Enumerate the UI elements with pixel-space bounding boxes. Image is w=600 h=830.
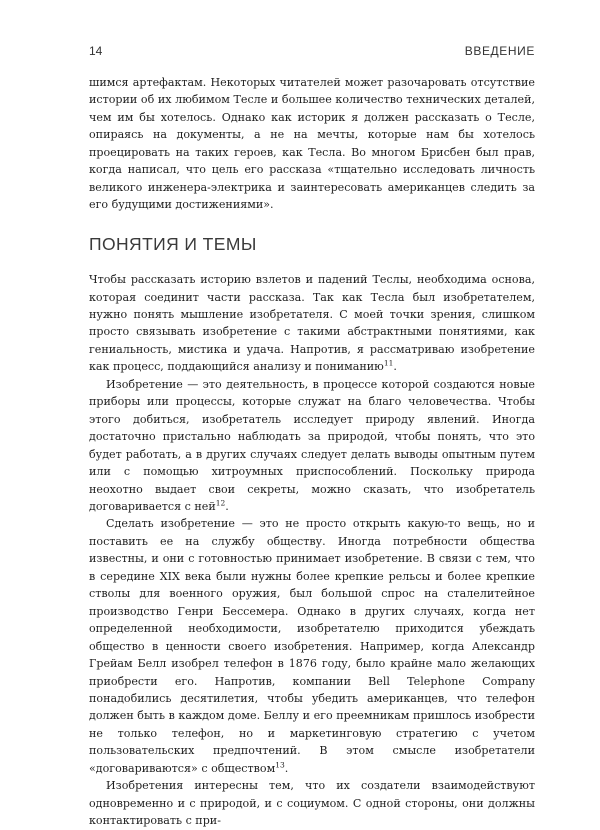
paragraph-text: Изобретение — это деятельность, в процессе которой создаются новые приборы или процессы, которые служат на благо человечества. Чтобы этого добиться, изобретатель исследует природу явлений. Иногда достаточно пристально наблюдать за природой, чтобы понять, что это будет работать, а в других случаях следует делать выводы опытным путем или с помощью хитроумных приспособлений. Поскольку природа неохотно выдает свои секреты, можно сказать, что изобретатель договаривается с ней bbox=[89, 377, 535, 513]
footnote-ref[interactable]: 11 bbox=[383, 358, 394, 368]
section-heading: ПОНЯТИЯ И ТЕМЫ bbox=[89, 233, 257, 254]
paragraph-text: Чтобы рассказать историю взлетов и падений Теслы, необходима основа, которая соединит части рассказа. Так как Тесла был изобретателем, нужно понять мышление изобретателя. С моей точки зрения, слишком просто связывать изобретение с такими абстрактными понятиями, как гениальность, мистика и удача. Напротив, я рассматриваю изобретение как процесс, поддающийся анализу и пониманию bbox=[89, 273, 535, 374]
page-body bbox=[89, 74, 535, 830]
body-paragraph: Сделать изобретение — это не просто открыть какую-то вещь, но и поставить ее на службу обществу. Иногда потребности общества известны, и они с готовностью принимает изобретение. В связи с тем, что в середине XIX века были нужны более крепкие рельсы и более крепкие стволы для военного оружия, был большой спрос на сталелитейное производство Генри Бессемера. Однако в других случаях, когда нет определенной необходимости, изобретателю приходится убеждать общество в ценности своего изобретения. Например, когда Александр Грейам Белл изобрел телефон в 1876 году, было крайне мало желающих приобрести его. Напротив, компании Bell Telephone Company понадобились десятилетия, чтобы убедить американцев, что телефон должен быть в каждом доме. Беллу и его преемникам пришлось изобрести не только телефон, но и маркетинговую стратегию с учетом пользовательских предпочтений. В этом смысле изобретатели «договариваются» с обществом$^{13}$. bbox=[89, 517, 535, 775]
body-paragraph bbox=[89, 777, 535, 829]
body-paragraph: Изобретение — это деятельность, в процессе которой создаются новые приборы или процессы, которые служат на благо человечества. Чтобы этого добиться, изобретатель исследует природу явлений. Иногда достаточно пристально наблюдать за природой, чтобы понять, что это будет работать, а в других случаях следует делать выводы опытным путем или с помощью хитроумных приспособлений. Поскольку природа неохотно выдает свои секреты, можно сказать, что изобретатель договаривается с ней$^{12}$. bbox=[89, 377, 535, 513]
page-number: 14 bbox=[89, 44, 103, 58]
paragraph-text: Изобретения интересны тем, что их создатели взаимодействуют одновременно и с природой, и с социумом. С одной стороны, они должны контактировать с при- bbox=[89, 779, 535, 828]
intro-paragraph: шимся артефактам. Некоторых читателей может разочаровать отсутствие истории об их любимом Тесле и большее количество технических деталей, чем им бы хотелось. Однако как историк я должен рассказать о Тесле, опираясь на документы, а не на мечты, которые нам бы хотелось проецировать на таких героев, как Тесла. Во многом Брисбен был прав, когда написал, что цель его рассказа «тщательно исследовать личность великого инженера-электрика и заинтересовать американцев следить за его будущими достижениями». bbox=[89, 76, 535, 212]
body-paragraph: Чтобы рассказать историю взлетов и падений Теслы, необходима основа, которая соединит части рассказа. Так как Тесла был изобретателем, нужно понять мышление изобретателя. С моей точки зрения, слишком просто связывать изобретение с такими абстрактными понятиями, как гениальность, мистика и удача. Напротив, я рассматриваю изобретение как процесс, поддающийся анализу и пониманию$^{11}$. bbox=[89, 273, 535, 374]
paragraph-text: Сделать изобретение — это не просто открыть какую-то вещь, но и поставить ее на службу обществу. Иногда потребности общества известны, и они с готовностью принимает изобретение. В связи с тем, что в середине XIX века были нужны более крепкие рельсы и более крепкие стволы для военного оружия, был большой спрос на сталелитейное производство Генри Бессемера. Однако в других случаях, когда нет определенной необходимости, изобретателю приходится убеждать общество в ценности своего изобретения. Например, когда Александр Грейам Белл изобрел телефон в 1876 году, было крайне мало желающих приобрести его. Напротив, компании Bell Telephone Company понадобились десятилетия, чтобы убедить американцев, что телефон должен быть в каждом доме. Беллу и его преемникам пришлось изобрести не только телефон, но и маркетинговую стратегию с учетом пользовательских предпочтений. В этом смысле изобретатели «договариваются» с обществом bbox=[89, 517, 535, 775]
footnote-ref[interactable]: 12 bbox=[215, 498, 226, 508]
running-head: ВВЕДЕНИЕ bbox=[464, 44, 535, 58]
page-header bbox=[89, 44, 535, 58]
footnote-ref[interactable]: 13 bbox=[275, 760, 285, 770]
